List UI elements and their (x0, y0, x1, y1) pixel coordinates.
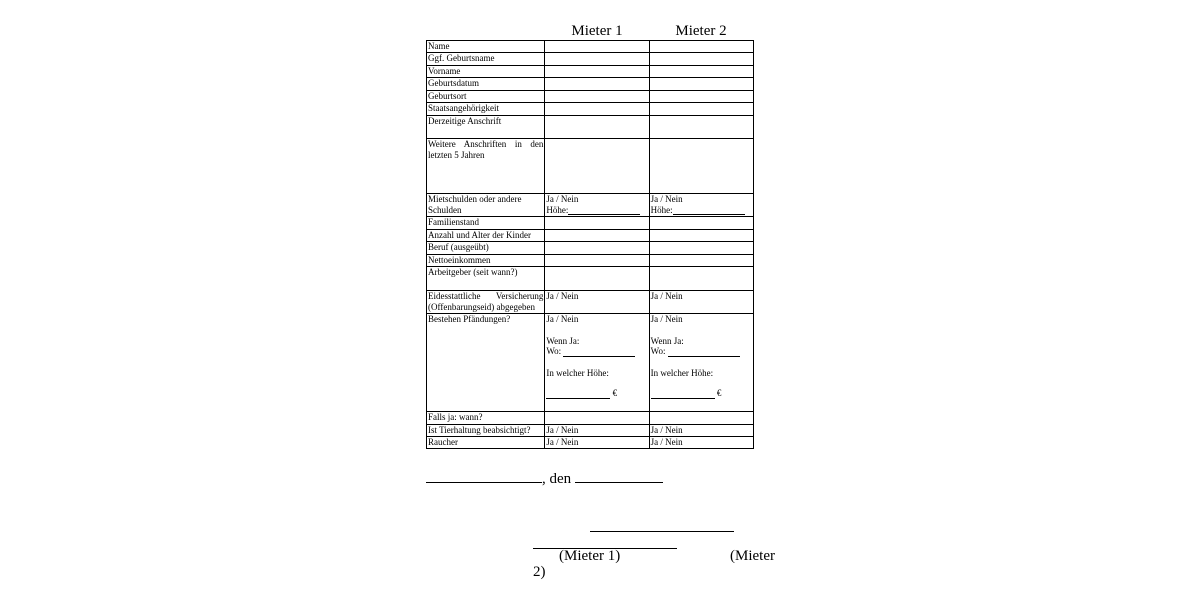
ja-nein-option[interactable]: Ja / Nein (546, 314, 579, 324)
field-tierhaltung-mieter-1[interactable] (545, 425, 649, 437)
field-anschrift-mieter-2[interactable] (649, 116, 753, 139)
place-blank[interactable] (426, 468, 542, 483)
field-tierhaltung-mieter-2[interactable] (649, 425, 753, 437)
table-row (427, 194, 754, 217)
field-nettoeinkommen-mieter-2[interactable] (649, 255, 753, 267)
row-label-anschrift: Derzeitige Anschrift (427, 116, 545, 139)
wo-label: Wo: (546, 346, 562, 356)
field-geburtsname-mieter-2[interactable] (649, 53, 753, 66)
row-label-weitere-line-2: letzten 5 Jahren (428, 149, 485, 160)
table-row (427, 78, 754, 91)
row-label-mietschulden-line-2: Schulden (428, 204, 462, 215)
field-geburtsdatum-mieter-1[interactable] (545, 78, 649, 91)
field-mietschulden-mieter-2[interactable] (649, 194, 753, 217)
ja-nein-option[interactable]: Ja / Nein (546, 291, 579, 301)
euro-symbol: € (716, 388, 722, 398)
row-label-geburtsort: Geburtsort (427, 91, 545, 103)
row-label-falls-ja: Falls ja: wann? (427, 412, 545, 425)
ja-nein-option[interactable]: Ja / Nein (650, 437, 683, 447)
field-weitere-anschriften-mieter-1[interactable] (545, 139, 649, 194)
wenn-ja-label: Wenn Ja: (546, 335, 580, 346)
field-beruf-mieter-2[interactable] (649, 242, 753, 255)
field-name-mieter-1[interactable] (545, 41, 649, 53)
hoehe-field[interactable] (651, 205, 752, 216)
field-weitere-anschriften-mieter-2[interactable] (649, 139, 753, 194)
table-row (427, 230, 754, 242)
betrag-blank-line (651, 389, 715, 399)
row-label-eid-line-2: (Offenbarungseid) abgegeben (428, 301, 536, 312)
table-row (427, 314, 754, 412)
field-kinder-mieter-1[interactable] (545, 230, 649, 242)
betrag-field[interactable] (546, 388, 647, 399)
table-row (427, 255, 754, 267)
row-label-mietschulden-line-1: Mietschulden oder andere (428, 194, 522, 204)
field-raucher-mieter-1[interactable] (545, 437, 649, 449)
table-row (427, 291, 754, 314)
row-label-weitere-anschriften (427, 139, 545, 194)
field-geburtsdatum-mieter-2[interactable] (649, 78, 753, 91)
row-label-vorname: Vorname (427, 66, 545, 78)
field-geburtsname-mieter-1[interactable] (545, 53, 649, 66)
field-pfaendungen-mieter-1[interactable] (545, 314, 649, 412)
place-date-line (426, 468, 663, 488)
wenn-ja-label: Wenn Ja: (650, 335, 684, 346)
table-row (427, 103, 754, 116)
field-mietschulden-mieter-1[interactable] (545, 194, 649, 217)
field-eid-mieter-2[interactable] (649, 291, 753, 314)
betrag-field[interactable] (651, 388, 752, 399)
row-label-beruf: Beruf (ausgeübt) (427, 242, 545, 255)
field-beruf-mieter-1[interactable] (545, 242, 649, 255)
signature-line-mieter-2[interactable] (590, 531, 734, 532)
row-label-geburtsdatum: Geburtsdatum (427, 78, 545, 91)
row-label-weitere-line-1: Weitere Anschriften in den (428, 139, 544, 149)
ja-nein-option[interactable]: Ja / Nein (650, 194, 683, 204)
hoehe-label: Höhe: (546, 204, 569, 215)
ja-nein-option[interactable]: Ja / Nein (650, 425, 683, 435)
table-row (427, 116, 754, 139)
wo-field[interactable] (651, 346, 752, 357)
field-geburtsort-mieter-2[interactable] (649, 91, 753, 103)
column-header-mieter-1: Mieter 1 (571, 23, 623, 39)
row-label-pfaendungen: Bestehen Pfändungen? (427, 314, 545, 412)
field-eid-mieter-1[interactable] (545, 291, 649, 314)
row-label-kinder: Anzahl und Alter der Kinder (427, 230, 545, 242)
row-label-name: Name (427, 41, 545, 53)
signature-label-mieter-1: (Mieter 1) (559, 548, 621, 564)
field-vorname-mieter-2[interactable] (649, 66, 753, 78)
row-label-geburtsname: Ggf. Geburtsname (427, 53, 545, 66)
row-label-tierhaltung: Ist Tierhaltung beabsichtigt? (427, 425, 545, 437)
hoehe-label: Höhe: (650, 204, 673, 215)
ja-nein-option[interactable]: Ja / Nein (650, 314, 683, 324)
field-kinder-mieter-2[interactable] (649, 230, 753, 242)
wo-blank-line (563, 347, 635, 357)
table-row (427, 91, 754, 103)
field-name-mieter-2[interactable] (649, 41, 753, 53)
row-label-nettoeinkommen: Nettoeinkommen (427, 255, 545, 267)
row-label-arbeitgeber: Arbeitgeber (seit wann?) (427, 267, 545, 291)
row-label-raucher: Raucher (427, 437, 545, 449)
betrag-blank-line (546, 389, 610, 399)
euro-symbol: € (612, 388, 618, 398)
field-falls-ja-mieter-2[interactable] (649, 412, 753, 425)
field-vorname-mieter-1[interactable] (545, 66, 649, 78)
field-nettoeinkommen-mieter-1[interactable] (545, 255, 649, 267)
ja-nein-option[interactable]: Ja / Nein (650, 291, 683, 301)
hoehe-blank-line (568, 205, 640, 215)
field-falls-ja-mieter-1[interactable] (545, 412, 649, 425)
den-label: , den (542, 471, 572, 487)
table-row (427, 412, 754, 425)
field-familienstand-mieter-2[interactable] (649, 217, 753, 230)
in-welcher-hoehe-label: In welcher Höhe: (546, 367, 609, 378)
field-arbeitgeber-mieter-1[interactable] (545, 267, 649, 291)
row-label-familienstand: Familienstand (427, 217, 545, 230)
wo-label: Wo: (650, 346, 666, 356)
field-raucher-mieter-2[interactable] (649, 437, 753, 449)
wo-blank-line (668, 347, 740, 357)
date-blank[interactable] (575, 468, 663, 483)
table-row (427, 437, 754, 449)
tenant-form-table (426, 40, 754, 449)
field-pfaendungen-mieter-2[interactable] (649, 314, 753, 412)
table-row (427, 217, 754, 230)
field-anschrift-mieter-1[interactable] (545, 116, 649, 139)
field-familienstand-mieter-1[interactable] (545, 217, 649, 230)
ja-nein-option[interactable]: Ja / Nein (546, 437, 579, 447)
ja-nein-option[interactable]: Ja / Nein (546, 194, 579, 204)
row-label-eidesstattliche-versicherung (427, 291, 545, 314)
signature-label-mieter-2-part-1: (Mieter (730, 548, 775, 564)
field-arbeitgeber-mieter-2[interactable] (649, 267, 753, 291)
table-row (427, 425, 754, 437)
field-staatsangehoerigkeit-mieter-2[interactable] (649, 103, 753, 116)
wo-field[interactable] (546, 346, 647, 357)
field-staatsangehoerigkeit-mieter-1[interactable] (545, 103, 649, 116)
in-welcher-hoehe-label: In welcher Höhe: (650, 367, 714, 378)
row-label-staatsangehoerigkeit: Staatsangehörigkeit (427, 103, 545, 116)
table-row (427, 66, 754, 78)
table-row (427, 41, 754, 53)
ja-nein-option[interactable]: Ja / Nein (546, 425, 579, 435)
table-row (427, 267, 754, 291)
table-row (427, 242, 754, 255)
table-row (427, 53, 754, 66)
row-label-mietschulden (427, 194, 545, 217)
column-header-mieter-2: Mieter 2 (675, 23, 727, 39)
signature-label-mieter-2-part-2: 2) (533, 564, 546, 580)
hoehe-blank-line (673, 205, 745, 215)
hoehe-field[interactable] (546, 205, 647, 216)
row-label-eid-line-1: Eidesstattliche Versicherung (428, 291, 544, 301)
field-geburtsort-mieter-1[interactable] (545, 91, 649, 103)
table-row (427, 139, 754, 194)
